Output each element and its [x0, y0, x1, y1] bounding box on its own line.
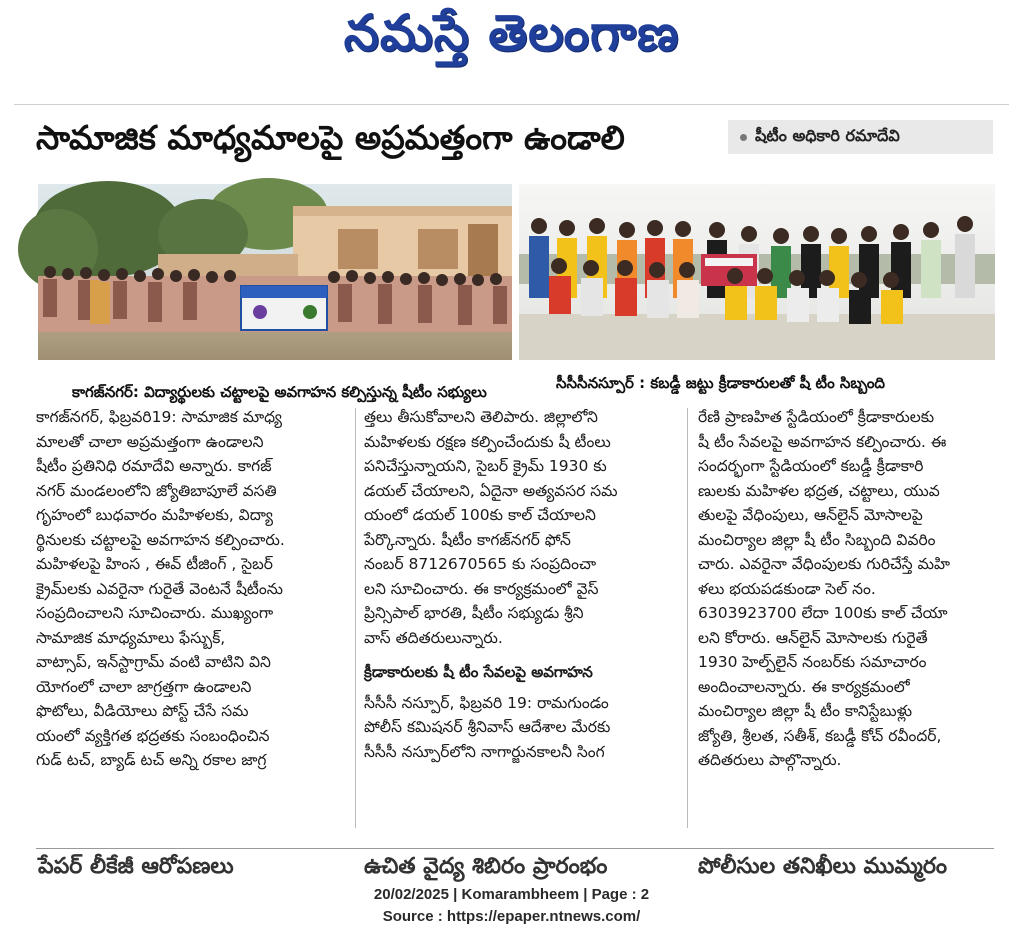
body-line: సీసీసీ నస్పూర్‌లోని నాగార్జునకాలనీ సింగ: [364, 742, 605, 761]
body-line: చారు. ఎవరైనా వేధింపులకు గురిచేస్తే మహి: [698, 555, 951, 573]
body-line: ర్థినులకు చట్టాలపై అవగాహన కల్పించారు.: [36, 530, 285, 549]
column-divider-2: [687, 408, 688, 828]
next-article-teaser: ఉచిత వైద్య శిబిరం ప్రారంభం: [364, 854, 608, 879]
body-line: ణులకు మహిళల భద్రత, చట్టాలు, యువ: [698, 481, 940, 500]
body-line: 1930 హెల్ప్‌లైన్‌ నంబర్‌కు సమాచారం: [698, 653, 927, 671]
left-photo-caption: కాగజ్‌నగర్‌: విద్యార్థులకు చట్టాలపై అవగాహన కల్పిస్తున్న షీటీం సభ్యులు: [72, 383, 487, 401]
body-line: సందర్భంగా స్టేడియంలో కబడ్డీ క్రీడాకారి: [698, 457, 924, 475]
body-line: మహిళలకు రక్షణ కల్పించేందుకు షీ టీంలు: [364, 432, 611, 451]
body-line: వాస్‌ తదితరులున్నారు.: [364, 628, 503, 647]
next-article-teaser: పోలీసుల తనిఖీలు ముమ్మరం: [698, 854, 948, 879]
bullet-icon: [740, 134, 747, 141]
body-line: యోగంలో చాలా జాగ్రత్తగా ఉండాలని: [36, 677, 252, 696]
body-line: నగర్‌ మండలంలోని జ్యోతిబాపూలే వసతి: [36, 481, 277, 500]
body-line: తదితరులు పాల్గొన్నారు.: [698, 751, 842, 769]
body-line: క్రైమ్‌లకు ఎవరైనా గురైతే వెంటనే షీటీంను: [36, 579, 283, 598]
body-line: లని కోరారు. ఆన్‌లైన్‌ మోసాలకు గురైతే: [698, 628, 928, 647]
body-line: సంప్రదించాలని సూచించారు. ముఖ్యంగా: [36, 604, 274, 622]
next-article-teaser: పేపర్‌ లీకేజీ ఆరోపణలు: [38, 854, 234, 879]
article-headline: సామాజిక మాధ్యమాలపై అప్రమత్తంగా ఉండాలి: [36, 118, 625, 157]
body-line: సామాజిక మాధ్యమాలు ఫేస్బుక్‌,: [36, 628, 226, 647]
body-line: వాట్సాప్‌, ఇన్‌స్టాగ్రామ్‌ వంటి వాటిని విని: [36, 653, 271, 671]
body-line: గుడ్‌ టచ్‌, బ్యాడ్‌ టచ్‌ అన్ని రకాల జాగ్ర: [36, 751, 267, 769]
body-line: మహిళలపై హింస , ఈవ్‌ టీజింగ్‌ , సైబర్‌: [36, 555, 273, 573]
source-link[interactable]: Source : https://epaper.ntnews.com/: [382, 908, 641, 925]
kicker-text: షీటీం అధికారి రమాదేవి: [755, 125, 900, 145]
photo-kabaddi-team: [519, 184, 995, 360]
body-line: డయల్‌ చేయాలని, ఏదైనా అత్యవసర సమ: [364, 481, 618, 500]
body-line: కాగజ్‌నగర్‌, ఫిబ్రవరి19: సామాజిక మాధ్య: [36, 408, 283, 426]
body-line: త్తలు తీసుకోవాలని తెలిపారు. జిల్లాలోని: [364, 408, 598, 426]
photo-students-awareness: [38, 184, 512, 360]
body-line: రేణి ప్రాణహిత స్టేడియంలో క్రీడాకారులకు: [698, 408, 935, 426]
body-line: యంలో వ్యక్తిగత భద్రతకు సంబంధించిన: [36, 726, 270, 745]
body-line: తులపై వేధింపులు, ఆన్‌లైన్‌ మోసాలపై: [698, 506, 923, 524]
body-line: యంలో డయల్‌ 100కు కాల్‌ చేయాలని: [364, 506, 596, 524]
body-line: మంచిర్యాల జిల్లా షీ టీం సిబ్బంది వివరిం: [698, 530, 936, 549]
masthead: [0, 0, 1023, 78]
body-line: ళలు భయపడకుండా సెల్‌ నం.: [698, 579, 876, 598]
body-line: సీసీసీ నస్పూర్‌, ఫిబ్రవరి 19: రామగుండం: [364, 693, 609, 712]
article-column-1: [36, 405, 348, 830]
body-line: పోలీస్‌ కమిషనర్‌ శ్రీనివాస్‌ ఆదేశాల మేరకు: [364, 718, 611, 736]
column-divider-1: [355, 408, 356, 828]
body-line: ఫొటోలు, వీడియోలు పోస్ట్‌ చేసే సమ: [36, 702, 249, 720]
edition-info: 20/02/2025 | Komarambheem | Page : 2: [373, 886, 650, 903]
body-line: లని సూచించారు. ఈ కార్యక్రమంలో వైస్‌: [364, 579, 599, 598]
body-line: పనిచేస్తున్నాయని, సైబర్‌ క్రైమ్‌ 1930 కు: [364, 457, 607, 475]
article-subheading: క్రీడాకారులకు షీ టీం సేవలపై అవగాహన: [364, 663, 593, 681]
body-line: జ్యోతి, శ్రీలత, సతీశ్‌, కబడ్డీ కోచ్‌ రవీందర్‌,: [698, 726, 942, 745]
body-line: గృహంలో బుధవారం మహిళలకు, విద్యా: [36, 506, 273, 524]
body-line: షీ టీం సేవలపై అవగాహన కల్పించారు. ఈ: [698, 432, 947, 451]
body-line: నంబర్‌ 8712670565 కు సంప్రదించా: [364, 555, 597, 573]
body-line: మాలతో చాలా అప్రమత్తంగా ఉండాలని: [36, 432, 264, 451]
body-line: మంచిర్యాల జిల్లా షీ టీం కానిస్టేబుళ్లు: [698, 702, 913, 720]
newspaper-logo: నమస్తే తెలంగాణ: [343, 3, 680, 62]
right-photo-caption: సీసీసీనస్పూర్‌ : కబడ్డీ జట్టు క్రీడాకారులతో షీ టీం సిబ్బంది: [556, 374, 886, 392]
article-column-2: [364, 405, 680, 830]
body-line: 6303923700 లేదా 100కు కాల్‌ చేయా: [698, 604, 948, 622]
bottom-divider: [36, 848, 994, 849]
body-line: షీటీం ప్రతినిధి రమాదేవి అన్నారు. కాగజ్‌: [36, 457, 272, 475]
masthead-divider: [14, 104, 1009, 105]
article-kicker: [728, 120, 993, 154]
body-line: ప్రిన్సిపాల్‌ భారతి, షీటీం సభ్యుడు శ్రీని: [364, 604, 584, 622]
article-column-3: [698, 405, 998, 830]
body-line: అందించాలన్నారు. ఈ కార్యక్రమంలో: [698, 677, 910, 696]
body-line: పేర్కొన్నారు. షీటీం కాగజ్‌నగర్‌ ఫోన్‌: [364, 530, 571, 549]
